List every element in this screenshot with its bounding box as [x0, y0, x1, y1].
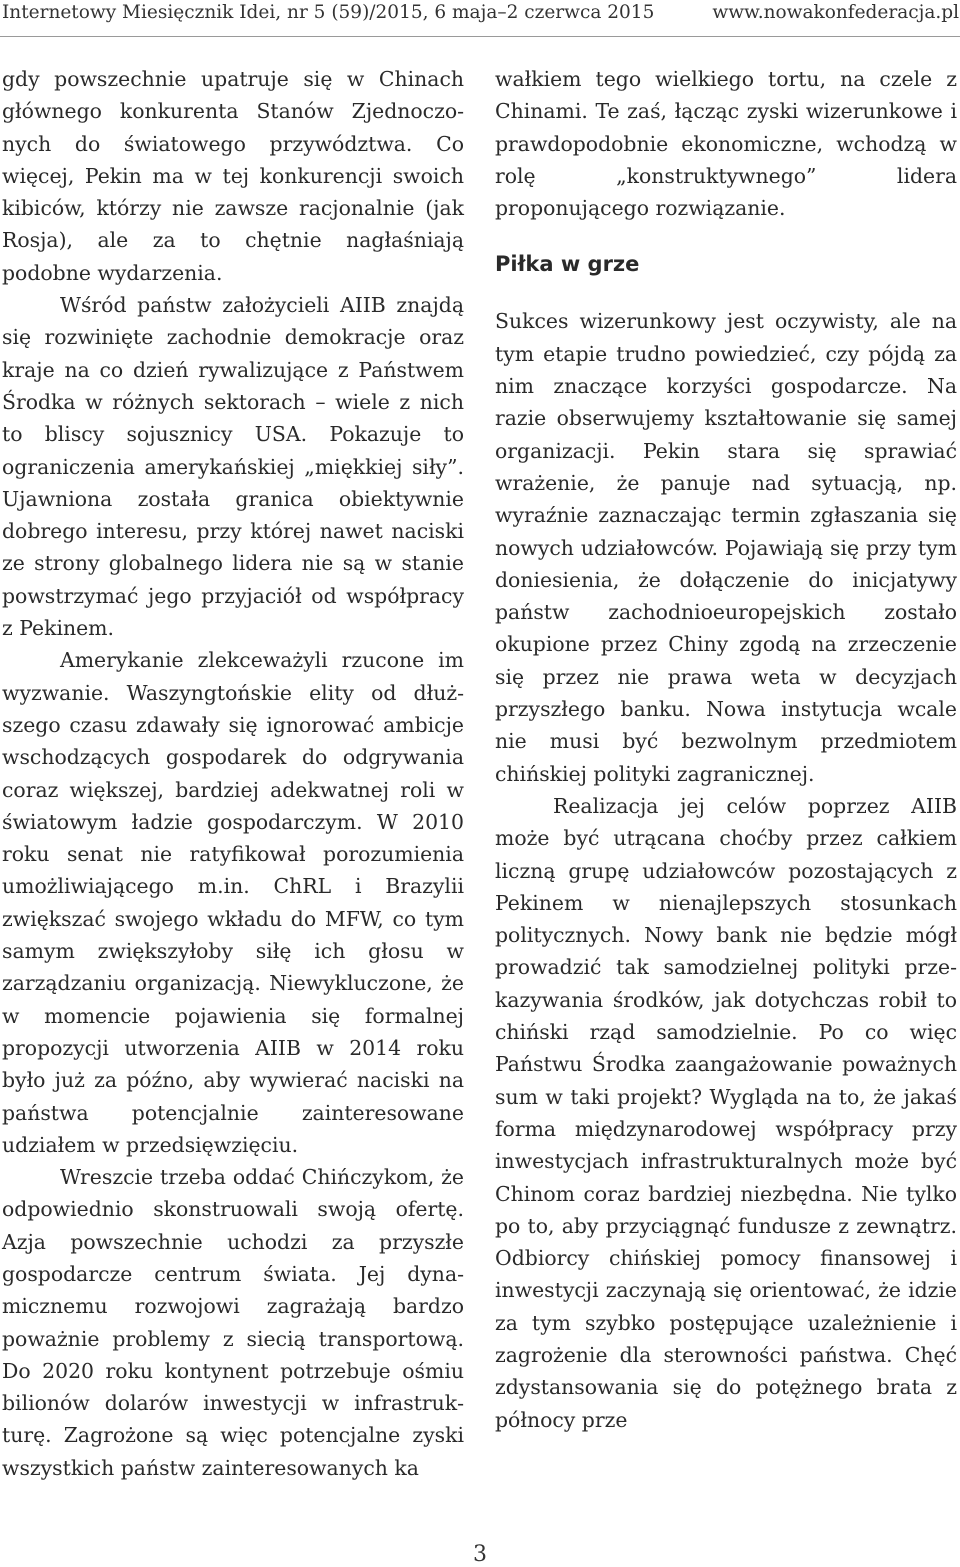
- section-heading: Piłka w grze: [495, 252, 640, 277]
- paragraph: Sukces wizerunkowy jest oczywisty, ale na tym etapie trudno powiedzieć, czy pójdą za nim znaczące korzyści gospodarcze. Na razie obserwujemy kształtowanie się samej organizacji. Pekin stara się sprawiać wrażenie, że panuje nad sytuacją, np. wyraźnie zaznaczając termin zgłaszania się nowych udziałowców. Pojawiają się przy tym doniesienia, że dołączenie do inicjatywy państw zachodnioeuropejskich zostało okupione przez Chiny zgodą na zrzeczenie się przez nie prawa weta w decyzjach przyszłego banku. Nowa instytucja wcale nie musi być bezwolnym przedmiotem chińskiej polityki zagranicznej.: [495, 309, 957, 786]
- paragraph: wałkiem tego wielkiego tortu, na czele z Chinami. Te zaś, łącząc zyski wizerunkowe i prawdopodobnie ekonomiczne, wchodzą w rolę „konstruktywnego” lidera proponującego rozwiązanie.: [495, 67, 957, 221]
- paragraph: Amerykanie zlekceważyli rzucone im wyzwanie. Waszyngtońskie elity od dłuższego czasu zdawały się ignorować ambicje wschodzących gospodarek do odgrywania coraz większej, bardziej adekwatnej roli w światowym ładzie gospodarczym. W 2010 roku senat nie ratyfikował porozumienia umożliwiającego m.in. ChRL i Brazylii zwiększać swojego wkładu do MFW, co tym samym zwiększyłoby siłę ich głosu w zarządzaniu organizacją. Niewykluczone, że w momencie pojawienia się formalnej propozycji utworzenia AIIB w 2014 roku było już za późno, aby wywierać naciski na państwa potencjalnie zainteresowane udziałem w przedsięwzięciu.: [2, 648, 464, 1157]
- running-header: [0, 0, 960, 26]
- paragraph: Wreszcie trzeba oddać Chińczykom, że odpowiednio skonstruowali swoją ofertę. Azja powszechnie uchodzi za przyszłe gospodarcze centrum świata. Jej dynamicznemu rozwojowi zagrażają bardzo poważnie problemy z siecią transportową. Do 2020 roku kontynent potrzebuje ośmiu bilionów dolarów inwestycji w infrastrukturę. Zagrożone są więc potencjalne zyski wszystkich państw zainteresowanych ka: [2, 1165, 464, 1480]
- website-url: www.nowakonfederacja.pl: [712, 2, 959, 23]
- publication-title: Internetowy Miesięcznik Idei, nr 5 (59)/2015, 6 maja–2 czerwca 2015: [2, 2, 655, 23]
- paragraph: Wśród państw założycieli AIIB znajdą się rozwinięte zachodnie demokracje oraz kraje na co dzień rywalizujące z Państwem Środka w różnych sektorach – wiele z nich to bliscy sojusznicy USA. Pokazuje to ograniczenia amerykańskiej „miękkiej siły”. Ujawniona została granica obiektywnie dobrego interesu, przy której nawet naciski ze strony globalnego lidera nie są w stanie powstrzymać jego przyjaciół od współpracy z Pekinem.: [2, 293, 464, 641]
- right-column: [495, 63, 957, 1436]
- left-column: [2, 63, 464, 1484]
- header-divider: [0, 36, 960, 37]
- paragraph: Realizacja jej celów poprzez AIIB może być utrącana choćby przez całkiem liczną grupę udziałowców pozostających z Pekinem w nienajlepszych stosunkach politycznych. Nowy bank nie będzie mógł prowadzić tak samodzielnej polityki przekazywania środków, jak dotychczas robił to chiński rząd samodzielnie. Po co więc Państwu Środka zaangażowanie poważnych sum w taki projekt? Wygląda na to, że jakaś forma międzynarodowej współpracy przy inwestycjach infrastrukturalnych może być Chinom coraz bardziej niezbędna. Nie tylko po to, aby przyciągnąć fundusze z zewnątrz. Odbiorcy chińskiej pomocy finansowej i inwestycji zaczynają się orientować, że idzie za tym szybko postępujące uzależnienie i zagrożenie dla sterowności państwa. Chęć zdystansowania się do potężnego brata z północy prze: [495, 793, 957, 1432]
- page-number: 3: [473, 1542, 487, 1567]
- paragraph: gdy powszechnie upatruje się w Chinach głównego konkurenta Stanów Zjednoczonych do światowego przywództwa. Co więcej, Pekin ma w tej konkurencji swoich kibiców, którzy nie zawsze racjonalnie (jak Rosja), ale za to chętnie nagłaśniają podobne wydarzenia.: [2, 67, 464, 285]
